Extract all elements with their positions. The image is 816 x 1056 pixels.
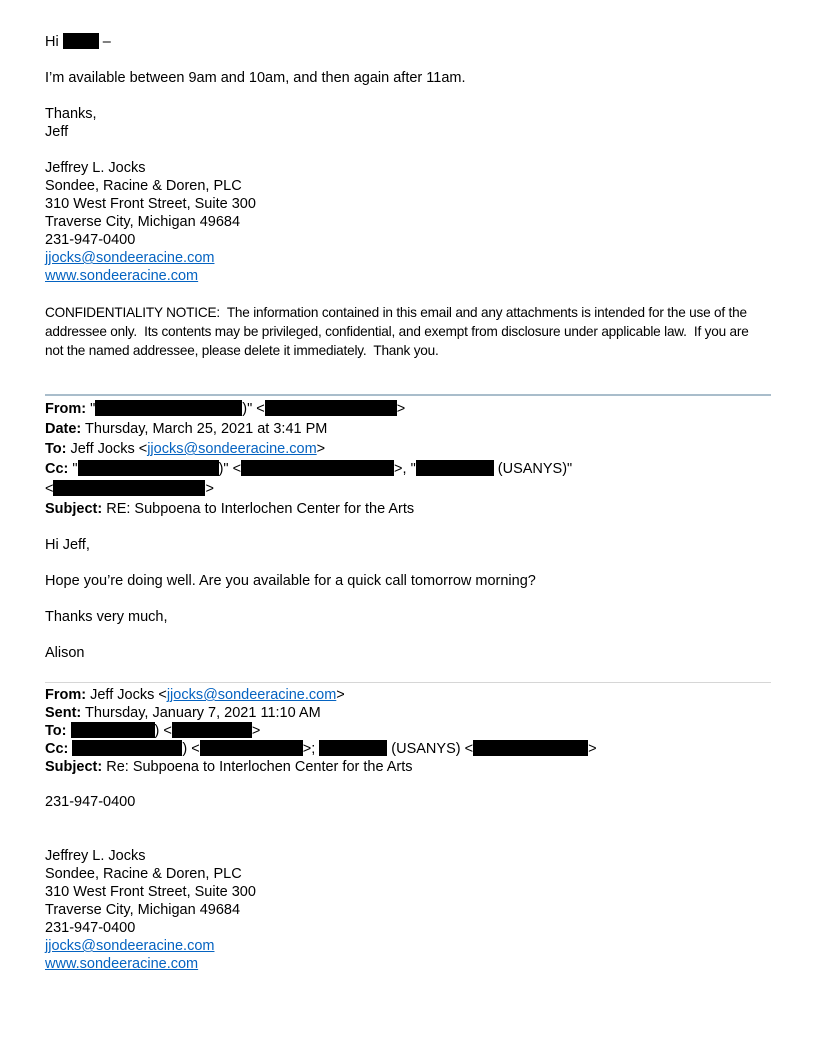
- reply-question: Hope you’re doing well. Are you available for a quick call tomorrow morning?: [45, 573, 536, 589]
- availability-line: I’m available between 9am and 10am, and then again after 11am.: [45, 70, 466, 86]
- signature-firm: Sondee, Racine & Doren, PLC: [45, 178, 242, 194]
- signature-street: 310 West Front Street, Suite 300: [45, 196, 256, 212]
- redaction-box: [71, 722, 155, 738]
- redaction-box: [265, 400, 397, 416]
- reply-header-cc: Cc: " )" < >, " (USANYS)" < >: [45, 461, 573, 497]
- reply-header-to: To: Jeff Jocks <jjocks@sondeeracine.com>: [45, 441, 326, 457]
- confidentiality-notice: [45, 303, 771, 360]
- signature-email-link[interactable]: jjocks@sondeeracine.com: [45, 938, 215, 954]
- redaction-box: [78, 460, 219, 476]
- header-field-label: From:: [45, 687, 87, 703]
- original-header-cc: Cc: ) < >; (USANYS) < >: [45, 741, 597, 757]
- reply-greeting: Hi Jeff,: [45, 537, 90, 553]
- original-header-sent: Sent: Thursday, January 7, 2021 11:10 AM: [45, 705, 321, 721]
- header-field-label: Subject:: [45, 759, 103, 775]
- closing-name: Jeff: [45, 124, 69, 140]
- reply-header-subject: Subject: RE: Subpoena to Interlochen Center for the Arts: [45, 501, 415, 517]
- signature-block-2: [45, 847, 771, 973]
- redaction-box: [172, 722, 252, 738]
- signature-email-link[interactable]: jjocks@sondeeracine.com: [45, 250, 215, 266]
- redaction-box: [416, 460, 494, 476]
- header-field-label: To:: [45, 723, 67, 739]
- signature-street: 310 West Front Street, Suite 300: [45, 884, 256, 900]
- original-header-to: To: ) < >: [45, 723, 261, 739]
- header-field-label: Date:: [45, 421, 82, 437]
- reply-sender-name: Alison: [45, 645, 85, 661]
- email-link[interactable]: jjocks@sondeeracine.com: [147, 441, 317, 457]
- redaction-box: [72, 740, 182, 756]
- confidentiality-notice-line: addressee only. Its contents may be privileged, confidential, and exempt from disclosure under applicable law. If you are: [45, 324, 749, 339]
- reply-header-date: Date: Thursday, March 25, 2021 at 3:41 PM: [45, 421, 328, 437]
- signature-block: [45, 159, 771, 285]
- header-field-label: To:: [45, 441, 67, 457]
- signature-name: Jeffrey L. Jocks: [45, 848, 146, 864]
- signature-phone: 231-947-0400: [45, 920, 136, 936]
- original-phone-line: 231-947-0400: [45, 794, 136, 810]
- signature-firm: Sondee, Racine & Doren, PLC: [45, 866, 242, 882]
- original-header-from: From: Jeff Jocks <jjocks@sondeeracine.com>: [45, 687, 345, 703]
- redaction-box: [473, 740, 588, 756]
- signature-city: Traverse City, Michigan 49684: [45, 902, 241, 918]
- header-field-label: From:: [45, 401, 87, 417]
- original-divider: [45, 682, 771, 683]
- redaction-box: [53, 480, 205, 496]
- original-header-block: [45, 686, 771, 776]
- original-header-subject: Subject: Re: Subpoena to Interlochen Center for the Arts: [45, 759, 413, 775]
- reply-header-from: From: " )" < >: [45, 401, 406, 417]
- signature-website-link[interactable]: www.sondeeracine.com: [45, 268, 199, 284]
- redaction-box: [200, 740, 303, 756]
- redaction-box: [63, 33, 99, 49]
- reply-thanks: Thanks very much,: [45, 609, 168, 625]
- header-field-label: Cc:: [45, 741, 69, 757]
- greeting-line: Hi –: [45, 34, 111, 50]
- redaction-box: [241, 460, 394, 476]
- signature-city: Traverse City, Michigan 49684: [45, 214, 241, 230]
- signature-website-link[interactable]: www.sondeeracine.com: [45, 956, 199, 972]
- closing-block: [45, 105, 771, 141]
- confidentiality-notice-line: CONFIDENTIALITY NOTICE: The information contained in this email and any attachments is intended for the use of the: [45, 305, 747, 320]
- reply-header-block: [45, 399, 771, 519]
- confidentiality-notice-line: not the named addressee, please delete it immediately. Thank you.: [45, 343, 439, 358]
- email-link[interactable]: jjocks@sondeeracine.com: [166, 687, 337, 703]
- header-field-label: Sent:: [45, 705, 82, 721]
- closing-thanks: Thanks,: [45, 106, 97, 122]
- header-field-label: Cc:: [45, 461, 69, 477]
- signature-phone: 231-947-0400: [45, 232, 136, 248]
- signature-name: Jeffrey L. Jocks: [45, 160, 146, 176]
- reply-divider: [45, 394, 771, 396]
- redaction-box: [319, 740, 387, 756]
- redaction-box: [95, 400, 242, 416]
- header-field-label: Subject:: [45, 501, 103, 517]
